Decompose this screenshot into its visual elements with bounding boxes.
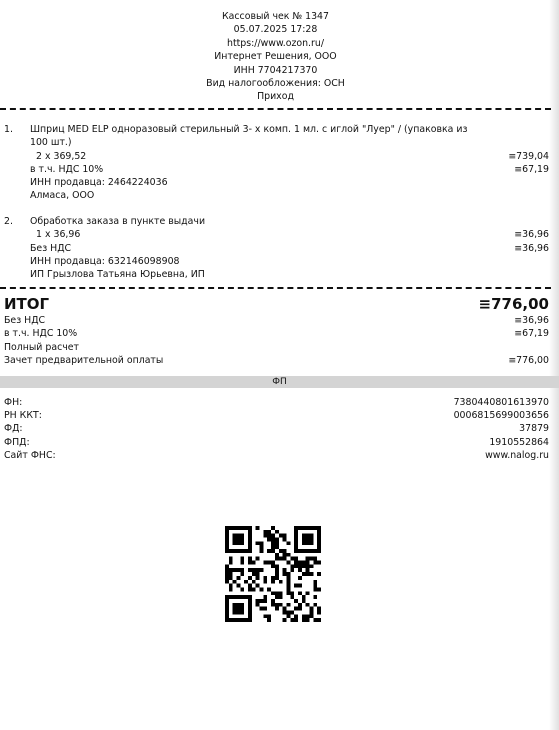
vat10-value: ≡67,19	[514, 328, 549, 340]
qr-code-graphic	[225, 526, 321, 622]
store-url[interactable]: https://www.ozon.ru/	[227, 37, 324, 49]
fpd-label: ФПД:	[4, 436, 30, 448]
tax-system: Вид налогообложения: ОСН	[206, 78, 345, 90]
item-name-cont: 100 шт.)	[30, 137, 72, 149]
item-qty-price: 2 x 369,52	[36, 150, 87, 162]
company-inn: ИНН 7704217370	[233, 64, 318, 76]
prepay-label: Зачет предварительной оплаты	[4, 354, 164, 366]
vat10-label: в т.ч. НДС 10%	[4, 328, 78, 340]
no-vat-label: Без НДС	[4, 315, 46, 326]
item-name: Шприц MED ELP одноразовый стерильный 3- х комп. 1 мл. с иглой "Луер" / (упаковка из	[30, 124, 468, 135]
item-amount: ≡739,04	[508, 150, 549, 162]
prepay-value: ≡776,00	[508, 354, 549, 366]
item-vat-amount: ≡36,96	[514, 242, 549, 254]
fn-value: 7380440801613970	[453, 397, 549, 408]
no-vat-value: ≡36,96	[514, 315, 549, 326]
fd-value: 37879	[519, 423, 549, 435]
payment-type: Полный расчет	[4, 341, 79, 353]
fn-label: ФН:	[4, 397, 23, 408]
site-value[interactable]: www.nalog.ru	[485, 449, 549, 461]
item-name: Обработка заказа в пункте выдачи	[30, 216, 206, 227]
receipt-item-2	[0, 215, 551, 281]
item-vat-label: Без НДС	[30, 242, 72, 254]
receipt-item-1	[0, 123, 551, 203]
receipt-header	[0, 10, 551, 104]
separator-top	[0, 108, 551, 110]
rn-label: РН ККТ:	[4, 410, 42, 422]
total-value: ≡776,00	[478, 295, 549, 313]
fd-label: ФД:	[4, 423, 23, 435]
item-seller: Алмаса, ООО	[30, 190, 95, 202]
item-amount: ≡36,96	[514, 229, 549, 241]
qr-code	[225, 526, 321, 622]
rn-value: 0006815699003656	[453, 410, 549, 422]
item-seller: ИП Грызлова Татьяна Юрьевна, ИП	[30, 269, 205, 281]
receipt-number: Кассовый чек № 1347	[222, 11, 329, 22]
item-number: 1.	[4, 124, 13, 135]
fp-bar: ФП	[0, 376, 559, 388]
fpd-value: 1910552864	[489, 436, 549, 448]
receipt-datetime: 05.07.2025 17:28	[233, 24, 318, 36]
fiscal-block	[4, 396, 549, 462]
item-qty-price: 1 x 36,96	[36, 229, 81, 241]
site-label: Сайт ФНС:	[4, 449, 56, 461]
item-vat-label: в т.ч. НДС 10%	[30, 163, 104, 175]
item-number: 2.	[4, 216, 13, 227]
totals-block	[4, 294, 549, 367]
company-name: Интернет Решения, ООО	[214, 51, 337, 63]
operation-type: Приход	[257, 91, 294, 103]
item-seller-inn: ИНН продавца: 2464224036	[30, 177, 168, 189]
total-label: ИТОГ	[4, 295, 50, 313]
item-vat-amount: ≡67,19	[514, 163, 549, 175]
separator-bottom	[0, 287, 551, 289]
item-seller-inn: ИНН продавца: 632146098908	[30, 255, 180, 267]
